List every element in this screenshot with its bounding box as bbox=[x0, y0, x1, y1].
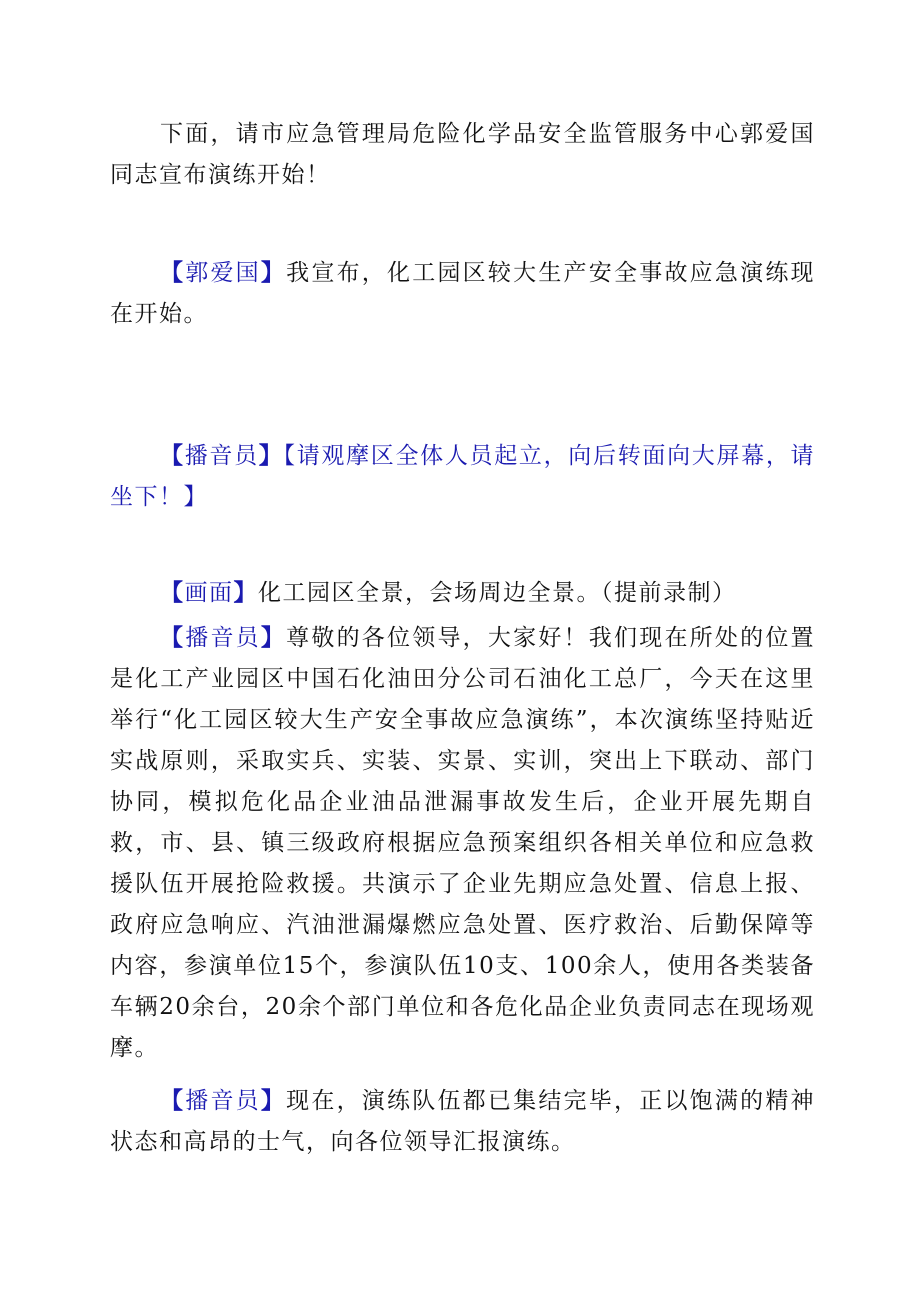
paragraph-text: 化工园区全景，会场周边全景。（提前录制） bbox=[258, 580, 737, 606]
paragraph-broadcaster-ready bbox=[110, 1080, 815, 1163]
speaker-tag: 【播音员】 bbox=[160, 442, 284, 469]
speaker-tag: 【画面】 bbox=[160, 579, 258, 606]
paragraph-broadcaster-instruction bbox=[110, 435, 815, 518]
speaker-name: 郭爱国 bbox=[185, 260, 261, 286]
speaker-name: 播音员 bbox=[185, 1088, 261, 1114]
speaker-name: 播音员 bbox=[185, 625, 261, 651]
paragraph-text: 现在，演练队伍都已集结完毕，正以饱满的精神状态和高昂的士气，向各位领导汇报演练。 bbox=[110, 1088, 816, 1155]
speaker-tag: 【郭爱国】 bbox=[160, 259, 287, 286]
paragraph-broadcaster-intro bbox=[110, 617, 815, 1069]
speaker-tag: 【播音员】 bbox=[160, 624, 287, 651]
speaker-tag: 【播音员】 bbox=[160, 1087, 287, 1114]
paragraph-host-announcement bbox=[110, 114, 815, 196]
speaker-name: 画面 bbox=[184, 580, 234, 606]
paragraph-text: 下面，请市应急管理局危险化学品安全监管服务中心郭爱国同志宣布演练开始！ bbox=[110, 121, 815, 188]
paragraph-guo-aiguo bbox=[110, 252, 815, 335]
stage-instruction: 【请观摩区全体人员起立，向后转面向大屏幕，请坐下！】 bbox=[110, 443, 816, 510]
paragraph-scene bbox=[110, 572, 815, 614]
paragraph-text: 我宣布，化工园区较大生产安全事故应急演练现在开始。 bbox=[110, 260, 816, 327]
paragraph-text: 尊敬的各位领导，大家好！我们现在所处的位置是化工产业园区中国石化油田分公司石油化工总厂，今天在这里举行“化工园区较大生产安全事故应急演练”，本次演练坚持贴近实战原则，采取实兵、实装、实景、实训，突出上下联动、部门协同，模拟危化品企业油品泄漏事故发生后，企业开展先期自救，市、县、镇三级政府根据应急预案组织各相关单位和应急救援队伍开展抢险救援。共演示了企业先期应急处置、信息上报、政府应急响应、汽油泄漏爆燃应急处置、医疗救治、后勤保障等内容，参演单位15个，参演队伍10支、100余人，使用各类装备车辆20余台，20余个部门单位和各危化品企业负责同志在现场观摩。 bbox=[110, 625, 816, 1061]
speaker-name: 播音员 bbox=[184, 443, 259, 469]
